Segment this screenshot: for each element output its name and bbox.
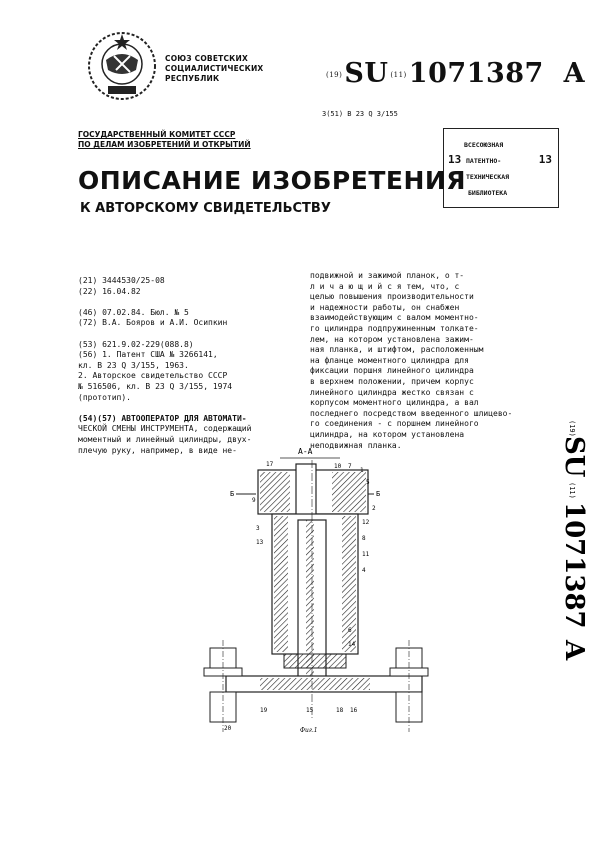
ref-num: 19 [260,707,268,714]
arrow-label-left: Б [230,490,235,498]
margin-code-19: (19) [568,420,576,437]
country-org-name: СОЮЗ СОВЕТСКИХ СОЦИАЛИСТИЧЕСКИХ РЕСПУБЛИК [165,54,264,83]
ussr-emblem-icon [86,30,158,102]
ref-num: 2 [372,505,376,512]
section-label: А-А [298,447,313,456]
committee-name: ГОСУДАРСТВЕННЫЙ КОМИТЕТ СССР ПО ДЕЛАМ ИЗОБРЕТЕНИЙ И ОТКРЫТИЙ [78,130,251,149]
ref-num: 9 [252,497,256,504]
vertical-patent-number [530,420,590,700]
abstract-claim-text: подвижной и зажимой планок, о т- л и ч а ю щ и й с я тем, что, с целью повышения производительности и надежности работы, он снабжен взаимодействующим с валом моментно- го цилиндра подпружиненным толкате- лем, на котором установлена зажим- ная планка, и штифтом, расположенным на фланце моментного цилиндра для фиксации поршня линейного цилиндра в верхнем положении, причем корпус линейного цилиндра жестко связан с корпусом моментного цилиндра, а вал последнего посредством введенного шлицево- го соединения - с поршнем линейного цилиндра, на котором установлена неподвижная планка. [310,271,513,450]
ref-num: 3 [256,525,260,532]
document-title: ОПИСАНИЕ ИЗОБРЕТЕНИЯ [78,166,467,195]
margin-number: 1071387 [559,502,589,629]
ref-num: 18 [336,707,344,714]
margin-code-11: (11) [568,482,576,499]
figure-caption: Фиг.1 [300,727,318,734]
bibliographic-data: (21) 3444530/25-08 (22) 16.04.82 (46) 07.02.84. Бюл. № 5 (72) В.А. Бояров и А.И. Осипкин (53) 621.9.02-229(088.8) (56) 1. Патент США № 3266141, кл. В 23 Q 3/155, 1963. 2. Авторское свидетельство СССР № 516506, кл. В 23 Q 3/155, 1974 (прототип). (54)(57) АВТООПЕРАТОР ДЛЯ АВТОМАТИ- ЧЕСКОЙ СМЕНЫ ИНСТРУМЕНТА, содержащий моментный и линейный цилиндры, двух- плечую руку, например, в виде не- [78,276,252,455]
arrow-label-right: Б [376,490,381,498]
ref-num: 12 [362,519,370,526]
ref-num: 4 [362,567,366,574]
ref-num: 8 [362,535,366,542]
ref-num: 6 [348,627,352,634]
margin-kind: A [559,640,589,661]
ref-num: 10 [334,463,342,470]
ref-num: 14 [348,641,356,648]
ref-num: 1 [360,467,364,474]
ref-num: 7 [348,463,352,470]
ref-num: 11 [362,551,370,558]
library-stamp: 13 13 ВСЕСОЮЗНАЯ ПАТЕНТНО- ТЕХНИЧЕСКАЯ БИБЛИОТЕКА [443,128,559,208]
ipc-classification: 3(51) В 23 Q 3/155 [322,110,398,118]
ref-num: 13 [256,539,264,546]
technical-drawing [200,440,445,740]
margin-country: SU [559,436,589,478]
ref-num: 17 [266,461,274,468]
ref-num: 5 [366,479,370,486]
ref-num: 20 [224,725,232,732]
ref-num: 16 [350,707,358,714]
patent-number: (19)SU (11)1071387 A [326,58,586,89]
document-subtitle: К АВТОРСКОМУ СВИДЕТЕЛЬСТВУ [80,201,331,216]
ref-num: 15 [306,707,314,714]
